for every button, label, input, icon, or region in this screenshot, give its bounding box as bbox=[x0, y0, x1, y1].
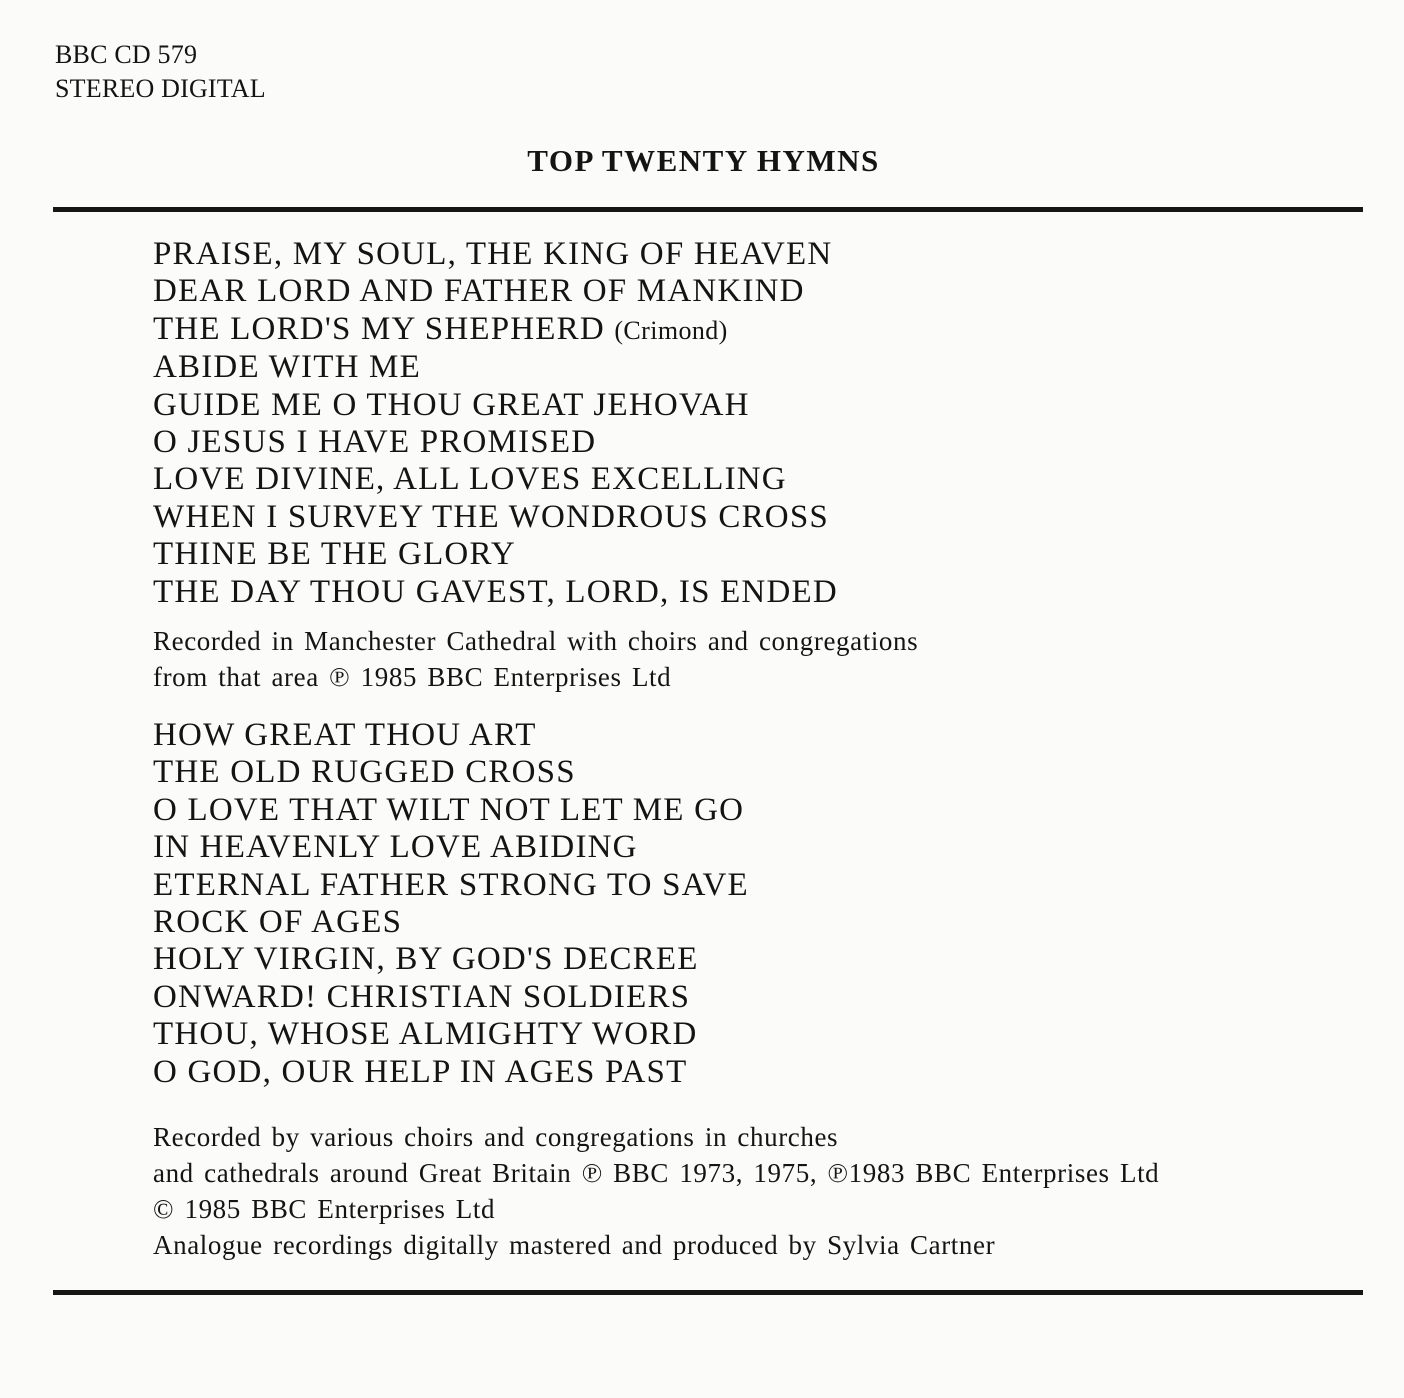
track-item: HOLY VIRGIN, BY GOD'S DECREE bbox=[153, 941, 699, 978]
track-item: PRAISE, MY SOUL, THE KING OF HEAVEN bbox=[153, 236, 833, 272]
track-item: HOW GREAT THOU ART bbox=[153, 717, 537, 753]
track-item: THE OLD RUGGED CROSS bbox=[153, 754, 576, 791]
track-item: O JESUS I HAVE PROMISED bbox=[153, 424, 597, 461]
track-item: ABIDE WITH ME bbox=[153, 349, 421, 386]
catalog-format: STEREO DIGITAL bbox=[55, 74, 266, 103]
recording-credits-one bbox=[153, 623, 918, 695]
track-item: THE DAY THOU GAVEST, LORD, IS ENDED bbox=[153, 573, 838, 610]
track-item: IN HEAVENLY LOVE ABIDING bbox=[153, 829, 638, 866]
track-item: O LOVE THAT WILT NOT LET ME GO bbox=[153, 791, 745, 828]
track-item: ROCK OF AGES bbox=[153, 904, 403, 941]
album-title: TOP TWENTY HYMNS bbox=[527, 143, 880, 178]
bottom-divider bbox=[53, 1290, 1363, 1295]
track-item: THE LORD'S MY SHEPHERD (Crimond) bbox=[153, 310, 728, 347]
track-item: DEAR LORD AND FATHER OF MANKIND bbox=[153, 273, 805, 310]
copyright-line: © 1985 BBC Enterprises Ltd bbox=[153, 1194, 496, 1224]
track-item: LOVE DIVINE, ALL LOVES EXCELLING bbox=[153, 461, 787, 498]
catalog-info bbox=[55, 38, 266, 106]
credit-line: Recorded in Manchester Cathedral with choirs and congregations bbox=[153, 626, 919, 656]
track-list-one bbox=[153, 236, 838, 611]
track-item: O GOD, OUR HELP IN AGES PAST bbox=[153, 1053, 688, 1090]
track-item: THOU, WHOSE ALMIGHTY WORD bbox=[153, 1016, 698, 1053]
producer-line: Analogue recordings digitally mastered and produced by Sylvia Cartner bbox=[153, 1230, 996, 1260]
track-item: THINE BE THE GLORY bbox=[153, 536, 516, 573]
credit-line: from that area ℗ 1985 BBC Enterprises Ltd bbox=[153, 662, 672, 692]
credit-line: and cathedrals around Great Britain ℗ BBC 1973, 1975, ℗1983 BBC Enterprises Ltd bbox=[153, 1158, 1160, 1188]
top-divider bbox=[53, 207, 1363, 212]
track-item: ONWARD! CHRISTIAN SOLDIERS bbox=[153, 978, 691, 1015]
track-item: WHEN I SURVEY THE WONDROUS CROSS bbox=[153, 498, 829, 535]
track-item: GUIDE ME O THOU GREAT JEHOVAH bbox=[153, 386, 750, 423]
track-item: ETERNAL FATHER STRONG TO SAVE bbox=[153, 866, 749, 903]
recording-credits-two bbox=[153, 1119, 1159, 1263]
credit-line: Recorded by various choirs and congregations in churches bbox=[153, 1122, 839, 1152]
track-list-two bbox=[153, 717, 749, 1091]
track-note: (Crimond) bbox=[614, 315, 728, 345]
catalog-number: BBC CD 579 bbox=[55, 40, 198, 69]
